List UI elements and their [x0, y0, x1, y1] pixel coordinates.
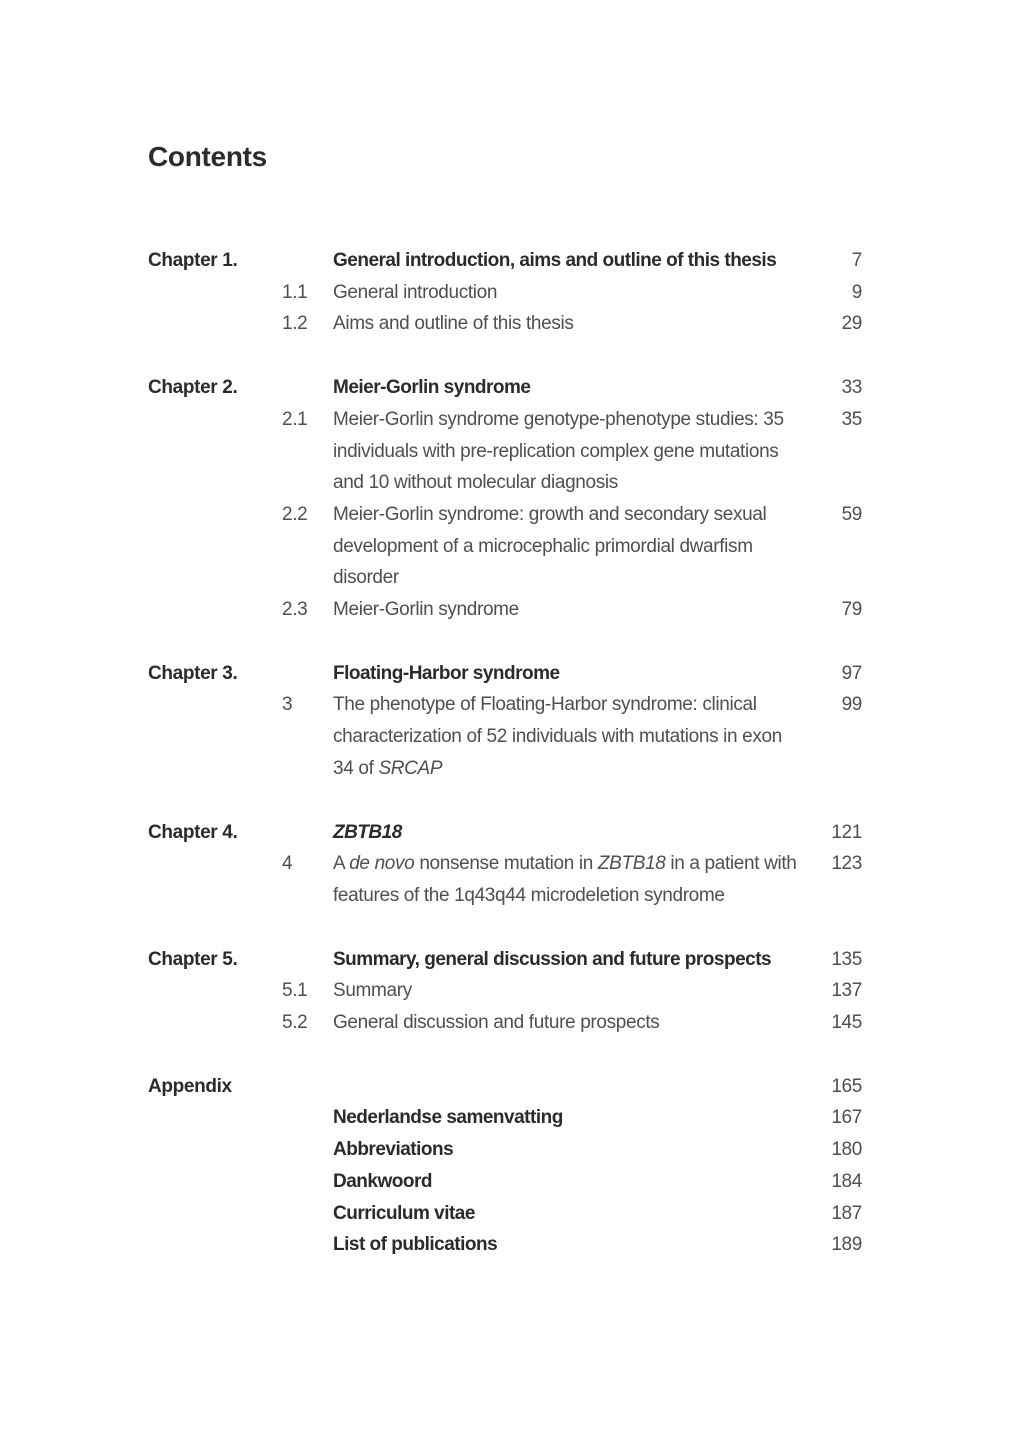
text-run: Dankwoord	[333, 1170, 432, 1192]
chapter-label: Chapter 3.	[148, 662, 238, 684]
toc-block	[148, 372, 862, 626]
text-run: Meier-Gorlin syndrome: growth and secondary sexual	[333, 503, 767, 525]
text-run: Summary, general discussion and future prospects	[333, 948, 772, 970]
text-run: and 10 without molecular diagnosis	[333, 472, 618, 494]
toc-row	[148, 1102, 862, 1134]
toc-row	[148, 594, 862, 626]
toc-row	[148, 372, 862, 404]
toc-row	[148, 277, 862, 309]
italic-run: de novo	[349, 853, 415, 875]
page-number: 33	[841, 377, 862, 399]
text-run: Meier-Gorlin syndrome genotype-phenotype studies: 35	[333, 408, 784, 430]
entry-title	[333, 277, 802, 309]
entry-title	[333, 975, 802, 1007]
page-title: Contents	[148, 141, 267, 172]
text-run: The phenotype of Floating-Harbor syndrome: clinical	[333, 694, 757, 716]
text-run: disorder	[333, 567, 399, 589]
page-number: 35	[841, 408, 862, 430]
italic-run: ZBTB18	[597, 853, 666, 875]
toc-row	[148, 1166, 862, 1198]
page-number: 165	[831, 1075, 862, 1097]
section-number: 2.2	[282, 503, 308, 525]
toc-row	[148, 1134, 862, 1166]
entry-title	[333, 404, 802, 499]
toc-row	[148, 944, 862, 976]
page-number: 59	[841, 503, 862, 525]
text-run: List of publications	[333, 1234, 498, 1256]
text-run: individuals with pre-replication complex gene mutations	[333, 440, 779, 462]
entry-title	[333, 245, 802, 277]
toc-row	[148, 1229, 862, 1261]
page-number: 135	[831, 948, 862, 970]
entry-title	[333, 848, 802, 911]
italic-run: SRCAP	[378, 757, 443, 779]
entry-title	[333, 1007, 802, 1039]
section-number: 2.1	[282, 408, 308, 430]
toc-block	[148, 817, 862, 912]
text-run: 34 of	[333, 757, 379, 779]
page-number: 137	[831, 980, 862, 1002]
chapter-label: Chapter 1.	[148, 250, 238, 271]
entry-title	[333, 1198, 802, 1230]
section-number: 2.3	[282, 599, 308, 621]
entry-title	[333, 1229, 802, 1261]
text-run: Curriculum vitae	[333, 1202, 475, 1224]
toc-row	[148, 658, 862, 690]
text-run: in a patient with	[665, 853, 797, 875]
toc-row	[148, 1198, 862, 1230]
toc-block	[148, 658, 862, 785]
toc-block	[148, 245, 862, 340]
text-run: Abbreviations	[333, 1139, 454, 1161]
italic-run: ZBTB18	[333, 821, 402, 843]
section-number: 3	[282, 694, 293, 716]
toc-row	[148, 689, 862, 784]
page-number: 99	[841, 694, 862, 716]
page-number: 9	[851, 281, 862, 303]
text-run: Meier-Gorlin syndrome	[333, 377, 531, 399]
text-run: characterization of 52 individuals with mutations in exon	[333, 726, 782, 748]
toc-row	[148, 308, 862, 340]
chapter-label: Chapter 2.	[148, 377, 238, 399]
entry-title	[333, 372, 802, 404]
chapter-label: Appendix	[148, 1075, 232, 1097]
text-run: features of the 1q43q44 microdeletion syndrome	[333, 884, 725, 906]
text-run: Meier-Gorlin syndrome	[333, 599, 519, 621]
entry-title	[333, 1134, 802, 1166]
toc-block	[148, 944, 862, 1039]
text-run: nonsense mutation in	[414, 853, 598, 875]
section-number: 1.1	[282, 281, 308, 303]
page-number: 79	[841, 599, 862, 621]
page-number: 189	[831, 1234, 862, 1256]
entry-title	[333, 1102, 802, 1134]
text-run: Summary	[333, 980, 412, 1002]
text-run: General discussion and future prospects	[333, 1012, 660, 1034]
entry-title	[333, 689, 802, 784]
entry-title	[333, 658, 802, 690]
text-run: General introduction, aims and outline of this thesis	[333, 250, 777, 271]
entry-title	[333, 817, 802, 849]
toc-row	[148, 848, 862, 911]
entry-title	[333, 944, 802, 976]
chapter-label: Chapter 5.	[148, 948, 238, 970]
text-run: Aims and outline of this thesis	[333, 313, 574, 335]
toc-row	[148, 245, 862, 277]
toc-block	[148, 1071, 862, 1261]
entry-title	[333, 594, 802, 626]
page-number: 123	[831, 853, 862, 875]
toc-row	[148, 499, 862, 594]
page-number: 29	[841, 313, 862, 335]
text-run: development of a microcephalic primordial dwarfism	[333, 535, 753, 557]
text-run: Nederlandse samenvatting	[333, 1107, 563, 1129]
toc-row	[148, 975, 862, 1007]
page-number: 180	[831, 1139, 862, 1161]
page-number: 167	[831, 1107, 862, 1129]
text-run: Floating-Harbor syndrome	[333, 662, 560, 684]
chapter-label: Chapter 4.	[148, 821, 238, 843]
section-number: 4	[282, 853, 293, 875]
page-number: 184	[831, 1170, 862, 1192]
toc	[148, 245, 862, 1293]
toc-row	[148, 817, 862, 849]
entry-title	[333, 499, 802, 594]
page-number: 97	[841, 662, 862, 684]
toc-row	[148, 404, 862, 499]
entry-title	[333, 1166, 802, 1198]
page-number: 7	[851, 250, 862, 271]
toc-row	[148, 1071, 862, 1103]
page-number: 121	[831, 821, 862, 843]
page-number: 187	[831, 1202, 862, 1224]
text-run: General introduction	[333, 281, 498, 303]
section-number: 1.2	[282, 313, 308, 335]
toc-row	[148, 1007, 862, 1039]
entry-title	[333, 308, 802, 340]
section-number: 5.2	[282, 1012, 308, 1034]
text-run: A	[333, 853, 350, 875]
page-number: 145	[831, 1012, 862, 1034]
section-number: 5.1	[282, 980, 308, 1002]
